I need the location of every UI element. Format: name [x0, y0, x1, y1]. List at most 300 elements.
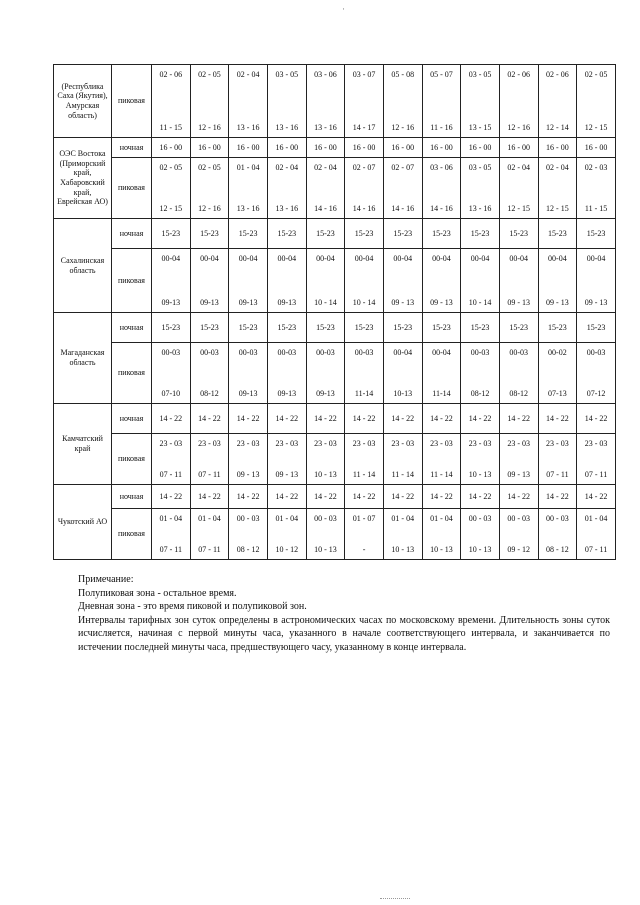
interval-cell: 14 - 22	[306, 485, 345, 509]
interval-value: 12 - 16	[507, 122, 531, 132]
interval-cell	[190, 509, 229, 560]
interval-cell	[383, 158, 422, 219]
interval-cell	[345, 434, 384, 485]
interval-value: 00-04	[470, 254, 490, 263]
interval-cell: 14 - 22	[538, 404, 577, 434]
interval-value: 09-13	[238, 388, 258, 398]
table-row	[54, 434, 616, 485]
interval-cell: 15-23	[345, 219, 384, 249]
interval-value: 08-12	[509, 388, 529, 398]
interval-cell: 15-23	[306, 219, 345, 249]
interval-cell	[152, 65, 191, 138]
interval-value: 07 - 11	[584, 544, 608, 554]
interval-cell: 15-23	[422, 219, 461, 249]
interval-value: 09 - 13	[584, 297, 608, 307]
interval-value: 23 - 03	[584, 439, 608, 448]
interval-value: 10 - 14	[468, 297, 492, 307]
interval-value: 12 - 15	[584, 122, 608, 132]
interval-value: 11 - 15	[159, 122, 183, 132]
interval-value: 00-04	[548, 254, 567, 263]
interval-value: 02 - 07	[391, 163, 415, 172]
interval-value: 23 - 03	[391, 439, 415, 448]
notes-heading: Примечание:	[78, 574, 134, 585]
interval-cell: 14 - 22	[229, 485, 268, 509]
interval-value: 07 - 11	[546, 469, 569, 479]
interval-value: 11-14	[354, 388, 374, 398]
interval-value: 23 - 03	[546, 439, 569, 448]
interval-value: 00 - 03	[236, 514, 260, 523]
interval-cell: 15-23	[538, 313, 577, 343]
interval-value: 00-03	[161, 348, 181, 357]
interval-cell	[152, 509, 191, 560]
interval-value: 00-03	[316, 348, 335, 357]
interval-cell: 15-23	[383, 313, 422, 343]
interval-value: 11 - 15	[584, 203, 608, 213]
interval-value: 14 - 16	[430, 203, 453, 213]
interval-cell	[229, 509, 268, 560]
interval-value: 23 - 03	[507, 439, 531, 448]
interval-value: 10-13	[393, 388, 413, 398]
interval-cell: 14 - 22	[345, 404, 384, 434]
interval-cell	[152, 434, 191, 485]
interval-value: 00-04	[277, 254, 297, 263]
zone-label: ночная	[112, 404, 152, 434]
interval-cell	[499, 158, 538, 219]
interval-value: 23 - 03	[468, 439, 492, 448]
interval-value: 14 - 16	[352, 203, 376, 213]
tariff-zone-table	[53, 64, 616, 560]
interval-value: 10 - 14	[352, 297, 376, 307]
interval-value: 13 - 16	[275, 122, 299, 132]
interval-cell: 15-23	[383, 219, 422, 249]
interval-cell	[190, 158, 229, 219]
interval-value: 02 - 04	[507, 163, 531, 172]
note-line: Полупиковая зона - остальное время.	[78, 587, 237, 599]
interval-cell	[422, 158, 461, 219]
interval-cell	[422, 249, 461, 313]
interval-cell: 14 - 22	[267, 404, 306, 434]
interval-cell	[499, 509, 538, 560]
interval-cell: 16 - 00	[538, 138, 577, 158]
interval-value: 08 - 12	[236, 544, 260, 554]
interval-cell	[577, 343, 616, 404]
interval-value: 09 - 13	[546, 297, 569, 307]
interval-cell: 15-23	[577, 219, 616, 249]
interval-value: 23 - 03	[430, 439, 453, 448]
interval-value: 00-03	[354, 348, 374, 357]
interval-cell	[267, 509, 306, 560]
interval-value: 02 - 04	[236, 70, 260, 79]
interval-value: 10 - 13	[468, 544, 492, 554]
interval-cell	[267, 434, 306, 485]
interval-value: 23 - 03	[352, 439, 376, 448]
interval-value: 09-13	[277, 388, 297, 398]
bottom-dotted-mark	[380, 898, 410, 902]
interval-value: 13 - 16	[236, 122, 260, 132]
region-name: (Республика Саха (Якутия), Амурская область)	[54, 65, 112, 138]
interval-value: 03 - 06	[430, 163, 453, 172]
interval-cell	[577, 158, 616, 219]
interval-value: 00-04	[161, 254, 181, 263]
interval-cell	[306, 158, 345, 219]
interval-value: 02 - 07	[352, 163, 376, 172]
interval-cell	[383, 509, 422, 560]
interval-value: 23 - 03	[314, 439, 337, 448]
interval-value: 14 - 16	[314, 203, 337, 213]
interval-value: 03 - 05	[275, 70, 299, 79]
interval-cell	[577, 65, 616, 138]
interval-cell: 15-23	[152, 313, 191, 343]
interval-value: 12 - 15	[507, 203, 531, 213]
interval-cell	[422, 434, 461, 485]
interval-value: 02 - 06	[546, 70, 569, 79]
interval-value: 13 - 16	[468, 203, 492, 213]
interval-value: 12 - 16	[198, 203, 221, 213]
interval-value: 13 - 15	[468, 122, 492, 132]
interval-value: 00-04	[354, 254, 374, 263]
interval-cell	[538, 65, 577, 138]
interval-cell: 15-23	[499, 219, 538, 249]
interval-cell	[306, 509, 345, 560]
interval-value: 00 - 03	[546, 514, 569, 523]
interval-value: 00-04	[432, 348, 451, 357]
interval-cell	[422, 343, 461, 404]
interval-value: 02 - 04	[314, 163, 337, 172]
interval-value: 00-03	[586, 348, 606, 357]
interval-value: 05 - 08	[391, 70, 415, 79]
interval-cell	[306, 65, 345, 138]
interval-cell	[229, 158, 268, 219]
region-name: Магаданская область	[54, 313, 112, 404]
interval-cell: 15-23	[267, 219, 306, 249]
interval-value: 11 - 14	[352, 469, 376, 479]
interval-cell: 16 - 00	[345, 138, 384, 158]
interval-value: 00-03	[238, 348, 258, 357]
region-name: Чукотский АО	[54, 485, 112, 560]
interval-cell: 15-23	[499, 313, 538, 343]
interval-value: 02 - 06	[507, 70, 531, 79]
table-row	[54, 65, 616, 138]
interval-cell: 14 - 22	[383, 485, 422, 509]
interval-value: 01 - 04	[584, 514, 608, 523]
interval-cell: 16 - 00	[422, 138, 461, 158]
interval-value: 01 - 04	[159, 514, 183, 523]
interval-value: 09 - 13	[507, 297, 531, 307]
interval-cell: 16 - 00	[577, 138, 616, 158]
region-name: Сахалинская область	[54, 219, 112, 313]
interval-cell	[229, 249, 268, 313]
interval-value: 23 - 03	[236, 439, 260, 448]
interval-value: 02 - 04	[546, 163, 569, 172]
note-paragraph: Интервалы тарифных зон суток определены в астрономических часах по московскому времени. Длительность зоны суток исчисляется, начиная с первой минуты часа, указанного в начале соответствующего интервала, и заканчивается по истечении последней минуты часа, предшествующего часу, указанному в конце интервала.	[78, 614, 610, 653]
interval-value: 09 - 13	[507, 469, 531, 479]
interval-cell	[461, 434, 500, 485]
interval-value: 02 - 04	[275, 163, 299, 172]
interval-cell: 14 - 22	[306, 404, 345, 434]
interval-value: 11 - 14	[391, 469, 414, 479]
interval-value: 10 - 14	[314, 297, 337, 307]
interval-cell: 16 - 00	[383, 138, 422, 158]
interval-value: 00 - 03	[507, 514, 531, 523]
interval-value: 00 - 03	[468, 514, 492, 523]
interval-cell: 14 - 22	[577, 404, 616, 434]
interval-value: 00 - 03	[314, 514, 337, 523]
interval-cell: 14 - 22	[461, 485, 500, 509]
interval-cell: 14 - 22	[190, 485, 229, 509]
interval-cell: 14 - 22	[190, 404, 229, 434]
interval-value: 01 - 04	[198, 514, 221, 523]
interval-value: 07 - 11	[198, 469, 221, 479]
interval-value: 00-03	[470, 348, 490, 357]
interval-cell	[538, 434, 577, 485]
interval-cell	[345, 65, 384, 138]
zone-label: пиковая	[112, 249, 152, 313]
zone-label: пиковая	[112, 65, 152, 138]
interval-cell	[229, 434, 268, 485]
interval-cell	[499, 434, 538, 485]
interval-value: 00-04	[586, 254, 606, 263]
interval-value: 03 - 06	[314, 70, 337, 79]
interval-cell	[538, 509, 577, 560]
interval-value: 00-04	[432, 254, 451, 263]
interval-value: 02 - 05	[584, 70, 608, 79]
interval-cell: 16 - 00	[229, 138, 268, 158]
interval-value: 02 - 05	[159, 163, 183, 172]
interval-cell	[538, 249, 577, 313]
interval-value: 09 - 13	[430, 297, 453, 307]
interval-value: 02 - 05	[198, 163, 221, 172]
zone-label: пиковая	[112, 509, 152, 560]
interval-cell	[267, 249, 306, 313]
interval-cell: 14 - 22	[267, 485, 306, 509]
interval-value: 10 - 13	[430, 544, 453, 554]
interval-cell: 16 - 00	[306, 138, 345, 158]
interval-value: 11-14	[432, 388, 451, 398]
table-row	[54, 138, 616, 158]
interval-value: 09-13	[238, 297, 258, 307]
interval-value: 01 - 07	[352, 514, 376, 523]
interval-value: 09-13	[277, 297, 297, 307]
interval-cell: 15-23	[267, 313, 306, 343]
region-name: Камчатский край	[54, 404, 112, 485]
interval-cell: 16 - 00	[267, 138, 306, 158]
interval-value: 01 - 04	[430, 514, 453, 523]
interval-value: 14 - 17	[352, 122, 376, 132]
interval-value: 00-04	[200, 254, 219, 263]
interval-cell	[577, 509, 616, 560]
interval-cell: 15-23	[306, 313, 345, 343]
interval-value: 08-12	[200, 388, 219, 398]
interval-cell	[577, 249, 616, 313]
interval-value: 07 - 11	[584, 469, 608, 479]
interval-value: 00-03	[200, 348, 219, 357]
interval-value: 12 - 16	[198, 122, 221, 132]
interval-value: 09 - 13	[236, 469, 260, 479]
interval-value: 03 - 05	[468, 163, 492, 172]
interval-value: 09 - 13	[391, 297, 415, 307]
interval-cell	[538, 343, 577, 404]
interval-cell	[267, 343, 306, 404]
interval-value: 02 - 05	[198, 70, 221, 79]
interval-value: 08-12	[470, 388, 490, 398]
interval-cell: 15-23	[538, 219, 577, 249]
interval-cell: 16 - 00	[190, 138, 229, 158]
zone-label: пиковая	[112, 343, 152, 404]
table-row	[54, 485, 616, 509]
table-row	[54, 313, 616, 343]
interval-cell	[499, 343, 538, 404]
interval-cell: 15-23	[190, 219, 229, 249]
interval-value: 01 - 04	[275, 514, 299, 523]
interval-cell: 15-23	[345, 313, 384, 343]
interval-cell: 14 - 22	[422, 404, 461, 434]
table-row	[54, 158, 616, 219]
interval-value: 10 - 13	[468, 469, 492, 479]
interval-cell	[577, 434, 616, 485]
interval-cell: 14 - 22	[461, 404, 500, 434]
table-row	[54, 509, 616, 560]
interval-value: 10 - 12	[275, 544, 299, 554]
interval-cell: 14 - 22	[499, 485, 538, 509]
interval-value: 07-13	[548, 388, 567, 398]
interval-cell	[383, 434, 422, 485]
zone-label: пиковая	[112, 434, 152, 485]
interval-value: 00-04	[238, 254, 258, 263]
interval-cell	[190, 343, 229, 404]
interval-cell: 16 - 00	[152, 138, 191, 158]
interval-value: 10 - 13	[391, 544, 415, 554]
interval-value: 07-12	[586, 388, 606, 398]
interval-cell	[422, 509, 461, 560]
interval-value: 11 - 14	[430, 469, 453, 479]
interval-value: 23 - 03	[198, 439, 221, 448]
interval-value: 03 - 05	[468, 70, 492, 79]
interval-cell	[152, 249, 191, 313]
note-line: Дневная зона - это время пиковой и полупиковой зон.	[78, 601, 307, 612]
interval-cell: 14 - 22	[577, 485, 616, 509]
interval-cell	[383, 249, 422, 313]
region-name: ОЭС Востока (Приморский край, Хабаровский край, Еврейская АО)	[54, 138, 112, 219]
interval-cell: 14 - 22	[345, 485, 384, 509]
interval-value: 02 - 03	[584, 163, 608, 172]
interval-value: 10 - 13	[314, 469, 337, 479]
interval-cell	[190, 65, 229, 138]
interval-value: 23 - 03	[159, 439, 183, 448]
interval-cell: 15-23	[461, 219, 500, 249]
notes-block	[78, 573, 610, 654]
interval-value: 07 - 11	[159, 544, 183, 554]
interval-cell	[383, 343, 422, 404]
interval-cell	[345, 343, 384, 404]
interval-cell	[229, 65, 268, 138]
interval-cell: 14 - 22	[229, 404, 268, 434]
interval-value: 13 - 16	[314, 122, 337, 132]
table-row	[54, 343, 616, 404]
interval-value: 00-04	[509, 254, 529, 263]
interval-value: 09-13	[161, 297, 181, 307]
interval-cell: 14 - 22	[538, 485, 577, 509]
interval-cell	[461, 249, 500, 313]
interval-cell	[345, 158, 384, 219]
interval-value: 12 - 15	[159, 203, 183, 213]
interval-value: 00-02	[548, 348, 567, 357]
interval-cell	[538, 158, 577, 219]
interval-value: 01 - 04	[391, 514, 415, 523]
interval-cell: 14 - 22	[152, 485, 191, 509]
interval-value: 09 - 13	[275, 469, 299, 479]
interval-value: 00-03	[277, 348, 297, 357]
interval-value: 07-10	[161, 388, 181, 398]
interval-value: 08 - 12	[546, 544, 569, 554]
interval-cell: 15-23	[422, 313, 461, 343]
interval-value: -	[362, 544, 366, 554]
interval-value: 09-13	[316, 388, 335, 398]
interval-cell	[383, 65, 422, 138]
interval-cell	[422, 65, 461, 138]
interval-value: 09 - 12	[507, 544, 531, 554]
table-row	[54, 404, 616, 434]
interval-value: 02 - 06	[159, 70, 183, 79]
interval-cell	[267, 158, 306, 219]
interval-cell: 16 - 00	[499, 138, 538, 158]
interval-cell: 16 - 00	[461, 138, 500, 158]
interval-cell: 14 - 22	[152, 404, 191, 434]
interval-cell: 14 - 22	[383, 404, 422, 434]
table-row	[54, 249, 616, 313]
interval-cell	[306, 343, 345, 404]
interval-cell: 15-23	[229, 313, 268, 343]
interval-value: 13 - 16	[236, 203, 260, 213]
zone-label: ночная	[112, 138, 152, 158]
zone-label: ночная	[112, 313, 152, 343]
interval-value: 07 - 11	[198, 544, 221, 554]
interval-value: 01 - 04	[236, 163, 260, 172]
interval-cell: 15-23	[577, 313, 616, 343]
interval-value: 03 - 07	[352, 70, 376, 79]
interval-value: 00-04	[316, 254, 335, 263]
interval-cell	[267, 65, 306, 138]
interval-cell	[461, 343, 500, 404]
interval-value: 07 - 11	[159, 469, 183, 479]
interval-cell	[306, 249, 345, 313]
zone-label: ночная	[112, 485, 152, 509]
interval-value: 12 - 15	[546, 203, 569, 213]
interval-cell	[499, 249, 538, 313]
interval-cell	[152, 343, 191, 404]
interval-value: 13 - 16	[275, 203, 299, 213]
interval-value: 14 - 16	[391, 203, 415, 213]
interval-value: 09-13	[200, 297, 219, 307]
interval-value: 12 - 14	[546, 122, 569, 132]
interval-cell	[229, 343, 268, 404]
interval-cell	[190, 249, 229, 313]
interval-value: 00-04	[393, 254, 413, 263]
page-mark: ·	[342, 4, 345, 14]
interval-cell: 15-23	[461, 313, 500, 343]
interval-cell: 15-23	[152, 219, 191, 249]
interval-value: 00-04	[393, 348, 413, 357]
interval-value: 11 - 16	[430, 122, 453, 132]
interval-cell	[306, 434, 345, 485]
interval-cell: 14 - 22	[422, 485, 461, 509]
interval-cell: 14 - 22	[499, 404, 538, 434]
interval-cell	[499, 65, 538, 138]
interval-cell	[461, 158, 500, 219]
interval-cell: 15-23	[190, 313, 229, 343]
interval-cell	[190, 434, 229, 485]
interval-cell	[152, 158, 191, 219]
interval-value: 10 - 13	[314, 544, 337, 554]
